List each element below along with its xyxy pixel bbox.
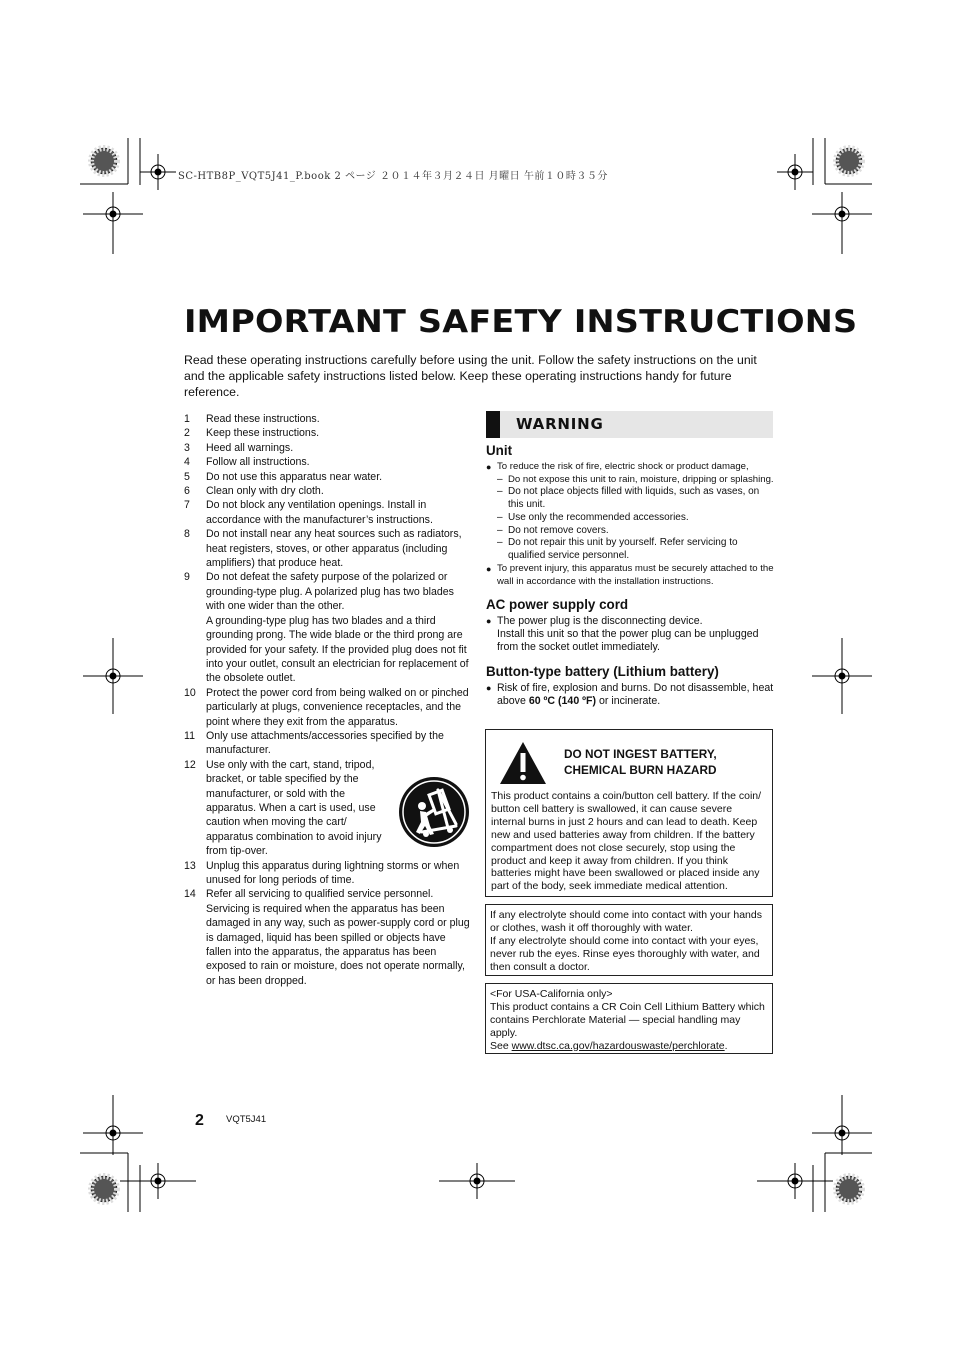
battery-bullet-1: ● Risk of fire, explosion and burns. Do not disassemble, heat above 60 ºC (140 ºF) or incinerate. xyxy=(486,682,774,708)
perchlorate-link[interactable]: www.dtsc.ca.gov/hazardouswaste/perchlorate xyxy=(511,1039,725,1052)
instruction-item xyxy=(184,729,470,758)
instruction-item xyxy=(184,470,470,484)
dash-icon: – xyxy=(497,537,503,549)
instruction-number: 10 xyxy=(184,686,196,699)
instruction-number: 12 xyxy=(184,758,196,771)
dash-icon: – xyxy=(497,486,503,498)
instruction-text: Protect the power cord from being walked on or pinched particularly at plugs, convenience receptacles, and the point where they exit from the apparatus. xyxy=(206,686,469,728)
instruction-text: Follow all instructions. xyxy=(206,456,310,469)
unit-heading: Unit xyxy=(486,443,513,458)
instruction-number: 11 xyxy=(184,729,195,742)
instruction-text: Do not install near any heat sources such as radiators, heat registers, stoves, or other apparatus (including amplifiers) that produce heat. xyxy=(206,528,462,570)
instruction-item xyxy=(184,426,470,440)
unit-sub-list xyxy=(486,474,776,564)
intro-paragraph: Read these operating instructions carefully before using the unit. Follow the safety instructions on the unit and the applicable safety instructions listed below. Keep these operating instructions handy for future reference. xyxy=(184,353,757,399)
instruction-text: Keep these instructions. xyxy=(206,427,320,440)
unit-bullet-2: ● To prevent injury, this apparatus must be securely attached to the wall in accordance with the installation instructions. xyxy=(486,563,774,587)
instruction-text: Read these instructions. xyxy=(206,413,320,425)
instruction-number: 2 xyxy=(184,427,190,440)
instruction-item xyxy=(184,527,470,570)
bullet-icon: ● xyxy=(486,616,492,627)
warning-triangle-icon xyxy=(499,741,547,785)
cart-tip-over-icon xyxy=(398,776,470,848)
instruction-item xyxy=(184,455,470,469)
instruction-number: 6 xyxy=(184,485,190,498)
instruction-item xyxy=(184,484,470,498)
instruction-item xyxy=(184,859,470,888)
battery-hazard-heading: DO NOT INGEST BATTERY, CHEMICAL BURN HAZARD xyxy=(564,747,717,777)
instruction-number: 1 xyxy=(184,413,190,425)
page-number: 2 xyxy=(195,1112,204,1129)
instruction-item xyxy=(184,498,470,527)
unit-sub-item: – Do not repair this unit by yourself. Refer servicing to qualified service personnel. xyxy=(497,537,738,562)
print-header-line: SC-HTB8P_VQT5J41_P.book 2 ページ ２０１４年３月２４日 月曜日 午前１０時３５分 xyxy=(178,171,608,182)
bullet-icon: ● xyxy=(486,564,492,575)
unit-sub-item: – Do not remove covers. xyxy=(497,524,609,536)
instruction-text: Do not defeat the safety purpose of the polarized or grounding-type plug. A polarized plug has two blades with one wider than the other. xyxy=(206,571,454,613)
instruction-item xyxy=(184,570,470,685)
warning-content xyxy=(486,442,776,708)
instruction-text: A grounding-type plug has two blades and a third grounding prong. The wide blade or the third prong are provided for your safety. If the provided plug does not fit into your outlet, consult an electrician for replacement of the obsolete outlet. xyxy=(206,614,469,685)
instruction-item xyxy=(184,887,470,988)
document-code: VQT5J41 xyxy=(226,1114,267,1125)
instruction-text: Use only with the cart, stand, tripod, bracket, or table specified by the manufacturer, or sold with the apparatus. When a cart is used, use caution when moving the cart/ apparatus combination to avoid injury from tip-over. xyxy=(206,758,382,858)
instruction-number: 7 xyxy=(184,499,190,512)
bullet-icon: ● xyxy=(486,462,492,472)
instruction-text: Heed all warnings. xyxy=(206,441,294,454)
instruction-list xyxy=(184,412,470,988)
instruction-number: 9 xyxy=(184,571,190,584)
bullet-icon: ● xyxy=(486,683,492,694)
instruction-number: 13 xyxy=(184,859,196,872)
instruction-item xyxy=(184,686,470,729)
instruction-text: Unplug this apparatus during lightning storms or when unused for long periods of time. xyxy=(206,859,460,886)
warning-header xyxy=(486,411,773,438)
ac-bullet-1: ● The power plug is the disconnecting device. Install this unit so that the power plug can be unplugged from the socket outlet immediately. xyxy=(486,615,759,654)
instruction-item xyxy=(184,441,470,455)
instruction-text: Only use attachments/accessories specified by the manufacturer. xyxy=(206,729,444,757)
battery-hazard-box xyxy=(485,729,773,897)
instruction-text: Do not use this apparatus near water. xyxy=(206,470,383,483)
instruction-text: Clean only with dry cloth. xyxy=(206,485,324,498)
page-title: IMPORTANT SAFETY INSTRUCTIONS xyxy=(184,304,858,340)
warning-title: WARNING xyxy=(516,415,604,433)
unit-sub-item: – Do not place objects filled with liquids, such as vases, on this unit. xyxy=(497,486,760,511)
instruction-text: Do not block any ventilation openings. Install in accordance with the manufacturer’s instructions. xyxy=(206,499,433,526)
dash-icon: – xyxy=(497,511,503,523)
dash-icon: – xyxy=(497,524,503,536)
unit-bullet-1: ● To reduce the risk of fire, electric shock or product damage, xyxy=(486,461,749,472)
unit-sub-item: – Use only the recommended accessories. xyxy=(497,511,689,523)
instruction-number: 5 xyxy=(184,470,190,483)
instruction-number: 14 xyxy=(184,888,196,901)
battery-heading: Button-type battery (Lithium battery) xyxy=(486,664,719,680)
dash-icon: – xyxy=(497,473,503,485)
instruction-number: 3 xyxy=(184,441,190,454)
electrolyte-box: If any electrolyte should come into contact with your hands or clothes, wash it off thoroughly with water. If any electrolyte should come into contact with your eyes, never rub the eyes. Rinse eyes thoroughly with water, and then consult a doctor. xyxy=(485,904,773,976)
instruction-number: 4 xyxy=(184,456,190,469)
instruction-text: Refer all servicing to qualified service personnel. Servicing is required when the apparatus has been damaged in any way, such as power-supply cord or plug is damaged, liquid has been spilled or objects have fallen into the apparatus, the apparatus has been exposed to rain or moisture, does not operate normally, or has been dropped. xyxy=(206,888,470,987)
instruction-item xyxy=(184,412,470,426)
ac-heading: AC power supply cord xyxy=(486,597,629,613)
warning-bar xyxy=(486,411,500,438)
instruction-number: 8 xyxy=(184,528,190,541)
unit-sub-item: – Do not expose this unit to rain, moisture, dripping or splashing. xyxy=(497,473,774,485)
perchlorate-box: <For USA-California only> This product contains a CR Coin Cell Lithium Battery which contains Perchlorate Material — special handling may apply. See www.dtsc.ca.gov/hazardouswaste/perchlorate. xyxy=(485,983,773,1054)
battery-hazard-body: This product contains a coin/button cell battery. If the coin/ button cell battery is swallowed, it can cause severe internal burns in just 2 hours and can lead to death. Keep new and used batteries away from children. If the battery compartment does not close securely, stop using the product and keep it away from children. If you think batteries might have been swallowed or placed inside any part of the body, seek immediate medical attention. xyxy=(491,790,762,893)
